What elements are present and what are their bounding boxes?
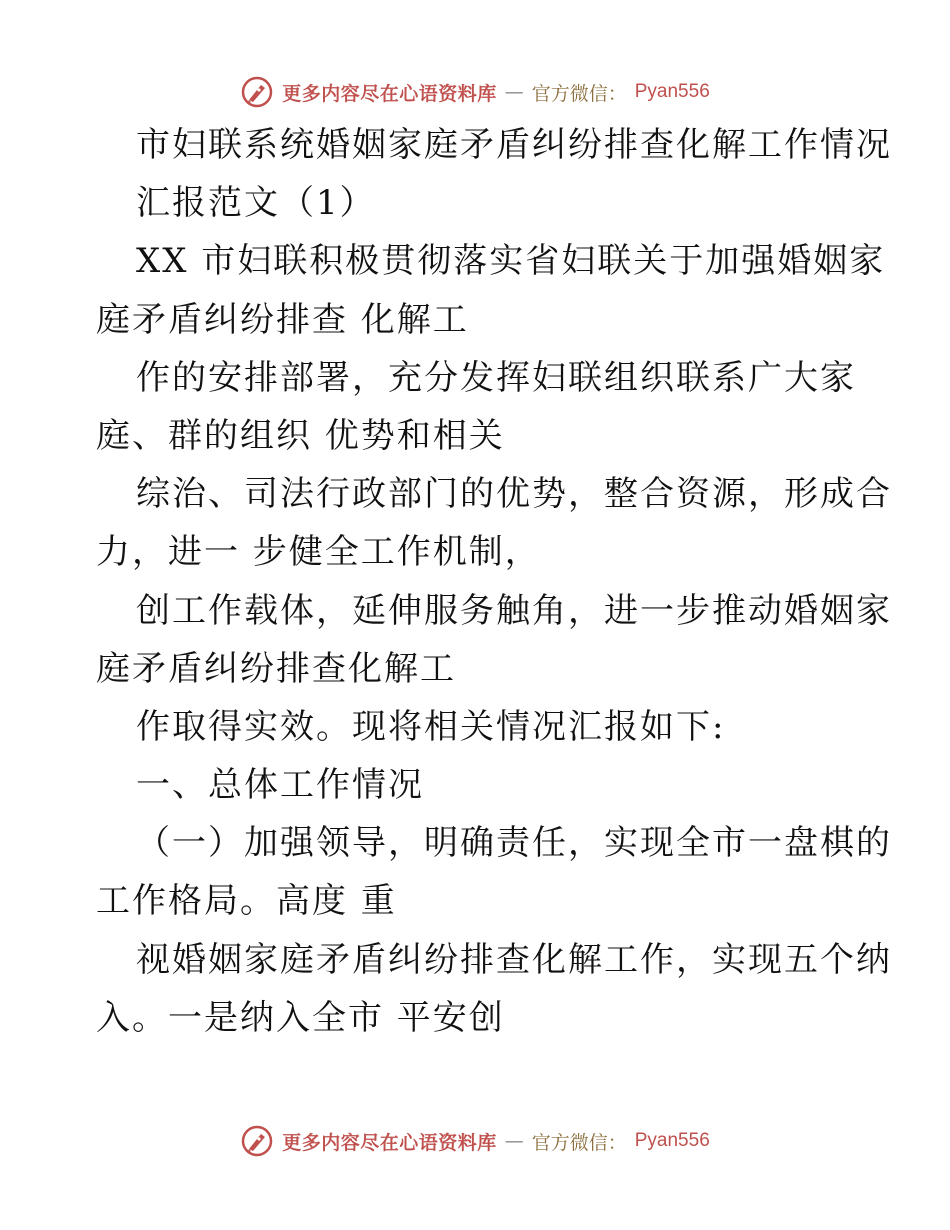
wechat-label: 官方微信： [531,82,627,105]
text-line: 一、总体工作情况 [136,765,424,806]
wechat-id: Pyan556 [634,1130,710,1151]
text-line: 力，进一 步健全工作机制， [96,532,541,573]
text-line: 庭、群的组织 优势和相关 [96,415,505,456]
banner-text: 更多内容尽在心语资料库 [282,82,497,105]
banner-text: 更多内容尽在心语资料库 [282,1131,497,1154]
text-line: 作取得实效。现将相关情况汇报如下: [136,706,726,747]
text-line: 视婚姻家庭矛盾纠纷排查化解工作，实现五个纳 [136,939,892,980]
pen-nib-icon [240,1124,274,1158]
text-line: XX 市妇联积极贯彻落实省妇联关于加强婚姻家 [136,241,886,282]
document-body [96,116,892,1047]
text-line: 入。一是纳入全市 平安创 [96,997,505,1038]
text-line: 综治、司法行政部门的优势，整合资源，形成合 [136,474,892,515]
text-line: 创工作载体，延伸服务触角，进一步推动婚姻家 [136,590,892,631]
banner-separator: — [504,1130,524,1152]
wechat-id: Pyan556 [634,81,710,102]
text-line: 市妇联系统婚姻家庭矛盾纠纷排查化解工作情况 [136,125,892,165]
text-line: 庭矛盾纠纷排查化解工 [96,648,456,689]
wechat-label: 官方微信： [531,1131,627,1154]
footer-banner [0,1121,950,1161]
text-line: （一）加强领导，明确责任，实现全市一盘棋的 [136,823,892,864]
pen-nib-icon [240,75,274,109]
text-line: 汇报范文（1） [136,183,376,224]
banner-separator: — [504,81,524,103]
text-line: 庭矛盾纠纷排查 化解工 [96,299,469,340]
text-line: 作的安排部署，充分发挥妇联组织联系广大家 [136,357,856,398]
text-line: 工作格局。高度 重 [96,881,397,922]
header-banner [0,72,950,112]
